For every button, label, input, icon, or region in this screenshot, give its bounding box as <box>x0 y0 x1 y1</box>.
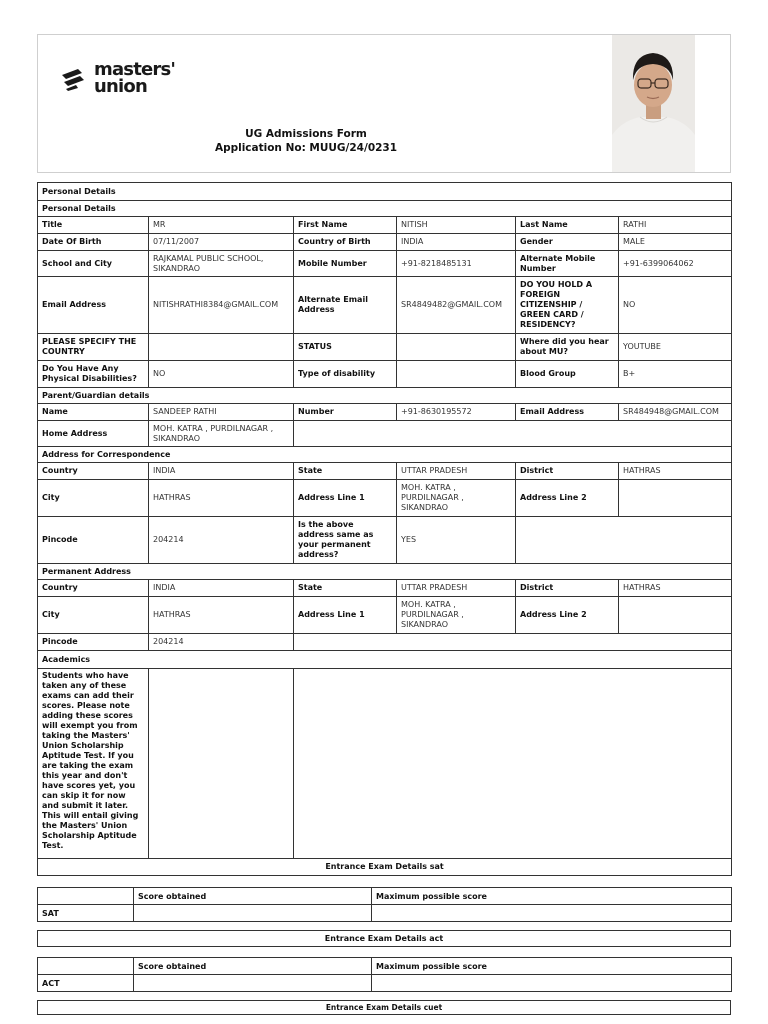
last-name-value: RATHI <box>619 217 732 234</box>
perm-state-value: UTTAR PRADESH <box>397 580 516 597</box>
alt-mobile-label: Alternate Mobile Number <box>516 251 619 277</box>
empty-cell <box>294 421 732 447</box>
guardian-email-label: Email Address <box>516 404 619 421</box>
cuet-exam-title: Entrance Exam Details cuet <box>37 1000 731 1015</box>
application-number: Application No: MUUG/24/0231 <box>214 142 398 154</box>
perm-country-value: INDIA <box>149 580 294 597</box>
specify-country-label: PLEASE SPECIFY THE COUNTRY <box>38 334 149 361</box>
title-label: Title <box>38 217 149 234</box>
corr-pincode-value: 204214 <box>149 517 294 564</box>
mobile-label: Mobile Number <box>294 251 397 277</box>
disability-type-value <box>397 361 516 388</box>
hear-about-label: Where did you hear about MU? <box>516 334 619 361</box>
subsection-correspondence: Address for Correspondence <box>38 447 732 463</box>
corr-line1-label: Address Line 1 <box>294 480 397 517</box>
perm-line2-label: Address Line 2 <box>516 597 619 634</box>
alt-email-label: Alternate Email Address <box>294 277 397 334</box>
email-label: Email Address <box>38 277 149 334</box>
gender-value: MALE <box>619 234 732 251</box>
act-label: ACT <box>38 975 134 992</box>
corr-country-value: INDIA <box>149 463 294 480</box>
corr-pincode-label: Pincode <box>38 517 149 564</box>
disability-value: NO <box>149 361 294 388</box>
sat-label: SAT <box>38 905 134 922</box>
perm-district-label: District <box>516 580 619 597</box>
alt-email-value: SR4849482@GMAIL.COM <box>397 277 516 334</box>
sat-max-value <box>372 905 732 922</box>
guardian-email-value: SR484948@GMAIL.COM <box>619 404 732 421</box>
perm-state-label: State <box>294 580 397 597</box>
sat-exam-title: Entrance Exam Details sat <box>38 859 732 876</box>
first-name-label: First Name <box>294 217 397 234</box>
corr-state-value: UTTAR PRADESH <box>397 463 516 480</box>
school-value: RAJKAMAL PUBLIC SCHOOL, SIKANDRAO <box>149 251 294 277</box>
application-form-table <box>37 182 732 876</box>
subsection-permanent: Permanent Address <box>38 564 732 580</box>
max-score-header: Maximum possible score <box>372 958 732 975</box>
corr-city-label: City <box>38 480 149 517</box>
foreign-citizenship-value: NO <box>619 277 732 334</box>
perm-country-label: Country <box>38 580 149 597</box>
corr-line1-value: MOH. KATRA , PURDILNAGAR , SIKANDRAO <box>397 480 516 517</box>
guardian-name-value: SANDEEP RATHI <box>149 404 294 421</box>
score-obtained-header: Score obtained <box>134 888 372 905</box>
act-score-table <box>37 957 732 992</box>
corr-line2-value <box>619 480 732 517</box>
sat-score-table <box>37 887 732 922</box>
same-address-value: YES <box>397 517 516 564</box>
perm-city-value: HATHRAS <box>149 597 294 634</box>
act-exam-title: Entrance Exam Details act <box>37 930 731 947</box>
alt-mobile-value: +91-6399064062 <box>619 251 732 277</box>
academics-empty-cell <box>294 669 732 859</box>
home-address-value: MOH. KATRA , PURDILNAGAR , SIKANDRAO <box>149 421 294 447</box>
guardian-number-label: Number <box>294 404 397 421</box>
specify-country-value <box>149 334 294 361</box>
status-value <box>397 334 516 361</box>
subsection-guardian: Parent/Guardian details <box>38 388 732 404</box>
foreign-citizenship-label: DO YOU HOLD A FOREIGN CITIZENSHIP / GREEN CARD / RESIDENCY? <box>516 277 619 334</box>
status-label: STATUS <box>294 334 397 361</box>
gender-label: Gender <box>516 234 619 251</box>
perm-line2-value <box>619 597 732 634</box>
corr-district-value: HATHRAS <box>619 463 732 480</box>
title-value: MR <box>149 217 294 234</box>
logo-line-1: masters' <box>94 59 176 80</box>
first-name-value: NITISH <box>397 217 516 234</box>
school-label: School and City <box>38 251 149 277</box>
empty-cell <box>516 517 732 564</box>
blood-group-label: Blood Group <box>516 361 619 388</box>
email-value: NITISHRATHI8384@GMAIL.COM <box>149 277 294 334</box>
hear-about-value: YOUTUBE <box>619 334 732 361</box>
guardian-number-value: +91-8630195572 <box>397 404 516 421</box>
corr-state-label: State <box>294 463 397 480</box>
max-score-header: Maximum possible score <box>372 888 732 905</box>
perm-pincode-value: 204214 <box>149 634 294 651</box>
masters-union-logo <box>60 61 175 95</box>
form-header <box>37 34 731 173</box>
logo-mark-icon <box>60 65 88 91</box>
same-address-label: Is the above address same as your permanent address? <box>294 517 397 564</box>
empty-cell <box>38 958 134 975</box>
sat-score-value <box>134 905 372 922</box>
perm-pincode-label: Pincode <box>38 634 149 651</box>
form-title: UG Admissions Form <box>245 128 367 140</box>
last-name-label: Last Name <box>516 217 619 234</box>
corr-line2-label: Address Line 2 <box>516 480 619 517</box>
section-academics: Academics <box>38 651 732 669</box>
perm-district-value: HATHRAS <box>619 580 732 597</box>
country-of-birth-label: Country of Birth <box>294 234 397 251</box>
mobile-value: +91-8218485131 <box>397 251 516 277</box>
subsection-personal-details: Personal Details <box>38 201 732 217</box>
country-of-birth-value: INDIA <box>397 234 516 251</box>
academics-note: Students who have taken any of these exams can add their scores. Please note adding these scores will exempt you from taking the Masters' Union Scholarship Aptitude Test. If you are taking the exam this year and don't have scores yet, you can skip it for now and submit it later. This will entail giving the Masters' Union Scholarship Aptitude Test. <box>38 669 149 859</box>
perm-line1-label: Address Line 1 <box>294 597 397 634</box>
disability-type-label: Type of disability <box>294 361 397 388</box>
home-address-label: Home Address <box>38 421 149 447</box>
corr-city-value: HATHRAS <box>149 480 294 517</box>
disability-label: Do You Have Any Physical Disabilities? <box>38 361 149 388</box>
act-max-value <box>372 975 732 992</box>
empty-cell <box>294 634 732 651</box>
score-obtained-header: Score obtained <box>134 958 372 975</box>
dob-label: Date Of Birth <box>38 234 149 251</box>
perm-city-label: City <box>38 597 149 634</box>
form-title-block <box>206 127 406 155</box>
applicant-photo <box>612 35 695 172</box>
blood-group-value: B+ <box>619 361 732 388</box>
act-score-value <box>134 975 372 992</box>
guardian-name-label: Name <box>38 404 149 421</box>
section-personal-details: Personal Details <box>38 183 732 201</box>
corr-country-label: Country <box>38 463 149 480</box>
perm-line1-value: MOH. KATRA , PURDILNAGAR , SIKANDRAO <box>397 597 516 634</box>
empty-cell <box>38 888 134 905</box>
corr-district-label: District <box>516 463 619 480</box>
logo-line-2: union <box>94 76 147 97</box>
dob-value: 07/11/2007 <box>149 234 294 251</box>
academics-empty-cell <box>149 669 294 859</box>
